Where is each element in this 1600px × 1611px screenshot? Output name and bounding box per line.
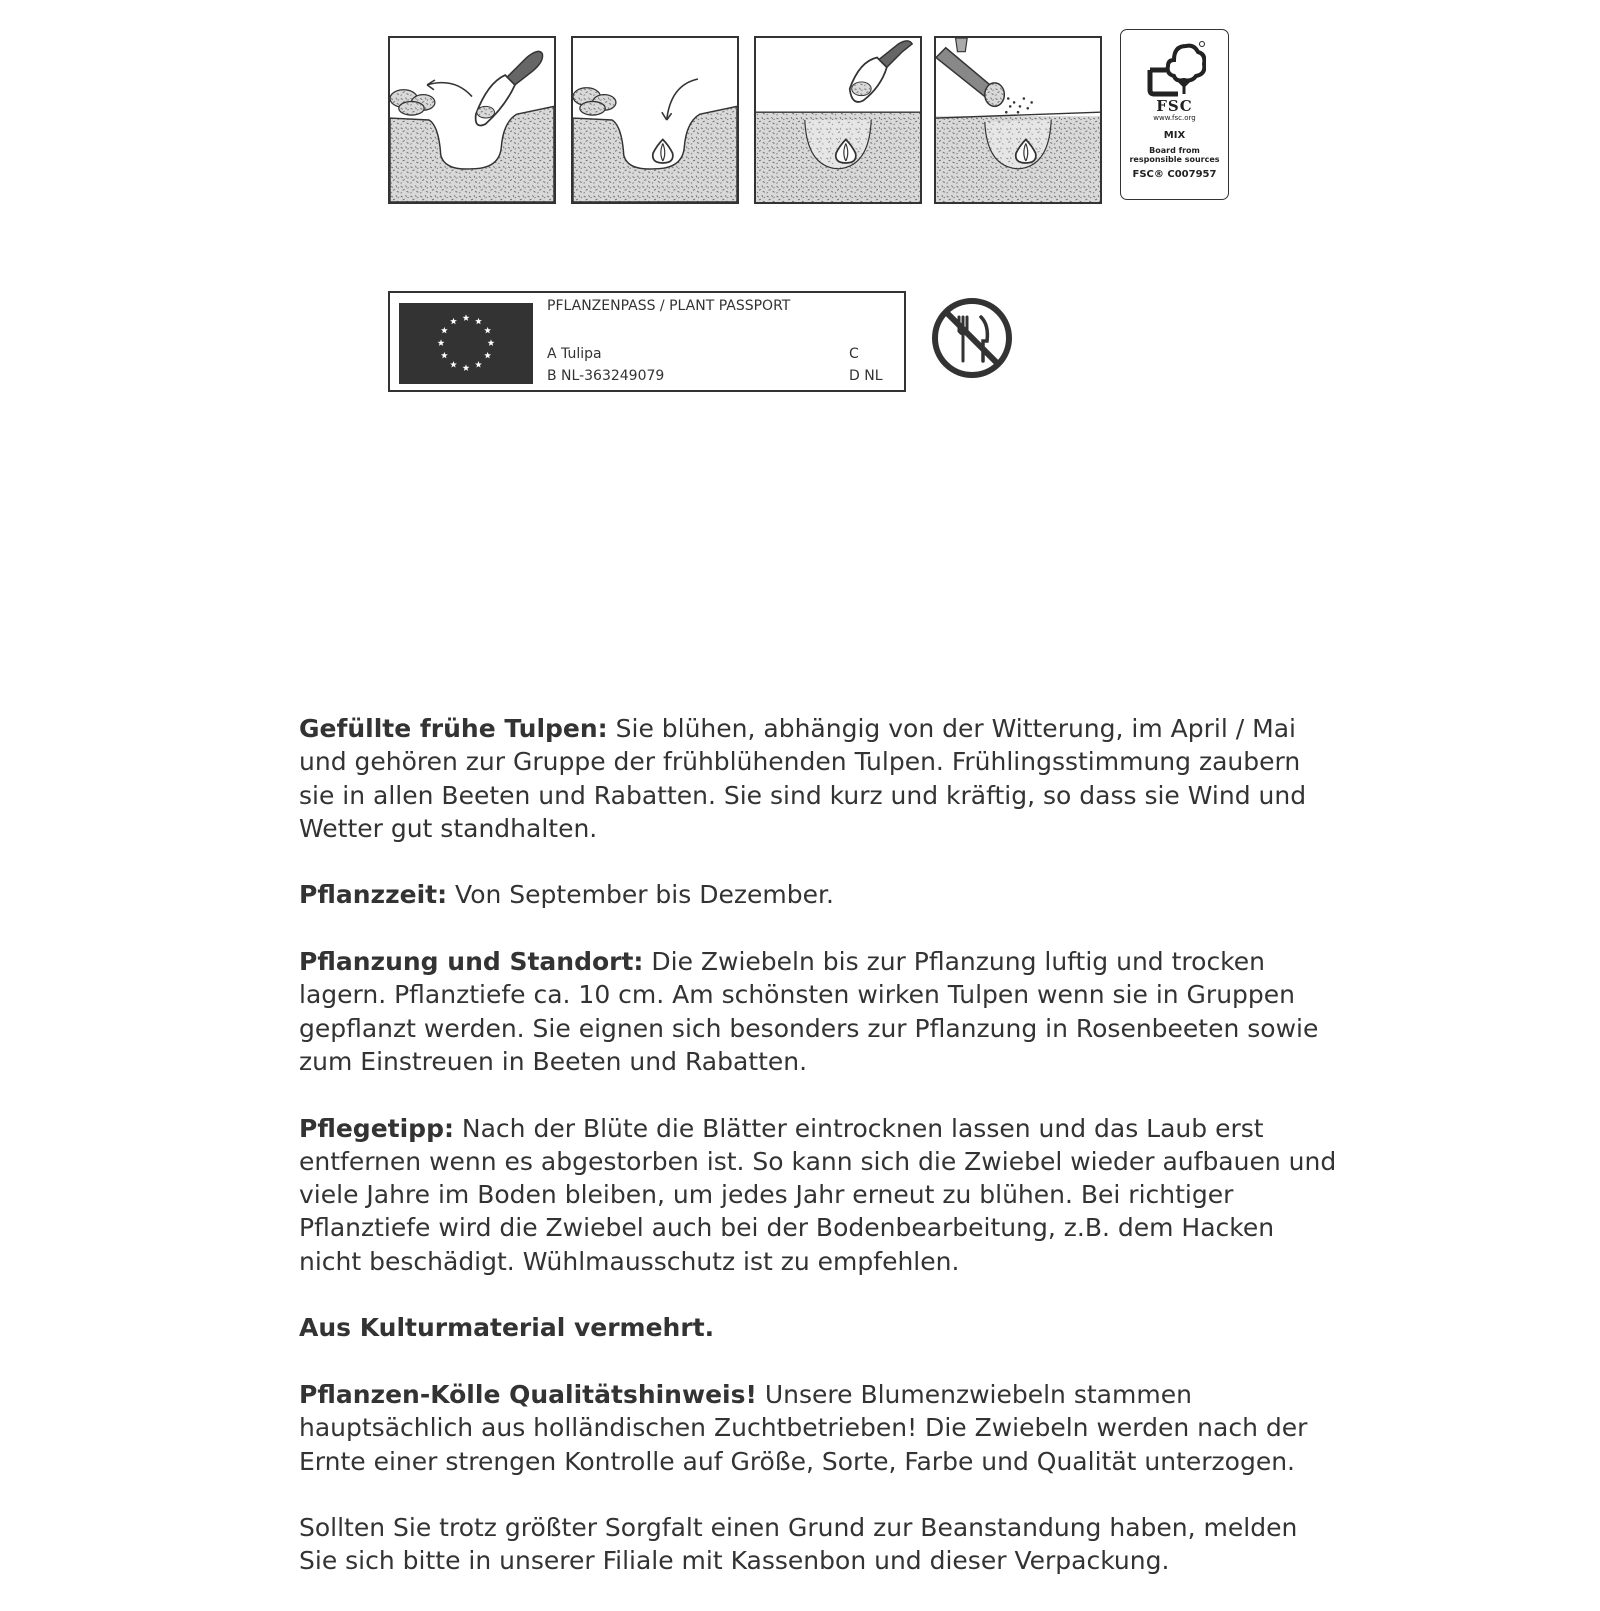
eu-star-icon <box>450 361 457 368</box>
eu-star-icon <box>463 364 470 371</box>
product-description <box>299 712 1339 1611</box>
cover-soil-step-icon <box>756 38 920 202</box>
water-step-icon <box>936 38 1100 202</box>
fsc-tree-logo-icon <box>1144 40 1206 98</box>
planting-step-1 <box>388 36 556 204</box>
paragraph-heading: Gefüllte frühe Tulpen: <box>299 714 608 743</box>
eu-star-icon <box>488 339 495 346</box>
paragraph-text: Unsere Blumenzwiebeln stammen hauptsächlich aus holländischen Zuchtbetrieben! Die Zwiebeln werden nach der Ernte einer strengen Kontrolle auf Größe, Sorte, Farbe und Qualität unterzogen. <box>299 1379 1308 1476</box>
passport-field-a: A Tulipa <box>547 346 602 362</box>
description-paragraph <box>299 878 1339 911</box>
fsc-label <box>1120 29 1229 200</box>
description-paragraph <box>299 1511 1339 1578</box>
eu-star-icon <box>441 327 448 334</box>
description-paragraph <box>299 945 1339 1078</box>
eu-star-icon <box>484 352 491 359</box>
description-paragraph <box>299 1112 1339 1278</box>
eu-star-icon <box>484 327 491 334</box>
paragraph-heading: Pflanzzeit: <box>299 880 448 910</box>
fsc-board-line-2: responsible sources <box>1129 155 1220 164</box>
fsc-mix: MIX <box>1163 130 1186 141</box>
eu-star-icon <box>438 339 445 346</box>
passport-field-b: B NL-363249079 <box>547 368 665 384</box>
eu-star-icon <box>475 361 482 368</box>
fsc-code: FSC® C007957 <box>1132 169 1217 180</box>
planting-step-2 <box>571 36 739 204</box>
fsc-board-line-1: Board from <box>1149 146 1200 155</box>
not-edible-icon <box>929 295 1015 381</box>
plant-passport <box>388 291 906 392</box>
paragraph-text: Nach der Blüte die Blätter eintrocknen lassen und das Laub erst entfernen wenn es abgestorben ist. So kann sich die Zwiebel wieder aufbauen und viele Jahre im Boden bleiben, um jedes Jahr erneut zu blühen. Bei richtiger Pflanztiefe wird die Zwiebel auch bei der Bodenbearbeitung, z.B. dem Hacken nicht beschädigt. Wühlmausschutz ist zu empfehlen. <box>299 1113 1337 1276</box>
eu-star-icon <box>441 352 448 359</box>
planting-step-3 <box>754 36 922 204</box>
passport-field-d: D NL <box>849 368 883 384</box>
description-paragraph <box>299 1311 1339 1344</box>
paragraph-text: Sollten Sie trotz größter Sorgfalt einen Grund zur Beanstandung haben, melden Sie sich bitte in unserer Filiale mit Kassenbon und dieser Verpackung. <box>299 1513 1298 1576</box>
dig-hole-step-icon <box>390 38 554 202</box>
description-paragraph <box>299 1378 1339 1478</box>
fsc-url: www.fsc.org <box>1153 114 1196 122</box>
description-paragraph <box>299 712 1339 845</box>
paragraph-heading: Aus Kulturmaterial vermehrt. <box>299 1313 715 1343</box>
eu-star-icon <box>475 318 482 325</box>
eu-star-icon <box>450 318 457 325</box>
paragraph-heading: Pflanzen-Kölle Qualitätshinweis! <box>299 1379 757 1409</box>
paragraph-text: Sie blühen, abhängig von der Witterung, im April / Mai und gehören zur Gruppe der frühblühenden Tulpen. Frühlingsstimmung zaubern sie in allen Beeten und Rabatten. Sie sind kurz und kräftig, so dass sie Wind und Wetter gut standhalten. <box>299 714 1307 843</box>
planting-step-4 <box>934 36 1102 204</box>
eu-star-icon <box>463 314 470 321</box>
paragraph-heading: Pflegetipp: <box>299 1113 454 1143</box>
place-bulb-step-icon <box>573 38 737 202</box>
passport-field-c: C <box>849 346 859 362</box>
paragraph-text: Von September bis Dezember. <box>447 880 834 910</box>
fsc-name: FSC <box>1156 97 1193 115</box>
passport-title: PFLANZENPASS / PLANT PASSPORT <box>547 298 791 314</box>
paragraph-heading: Pflanzung und Standort: <box>299 947 644 977</box>
paragraph-text: Die Zwiebeln bis zur Pflanzung luftig und trocken lagern. Pflanztiefe ca. 10 cm. Am schönsten wirken Tulpen wenn sie in Gruppen gepflanzt werden. Sie eignen sich besonders zur Pflanzung in Rosenbeeten sowie zum Einstreuen in Beeten und Rabatten. <box>299 947 1319 1076</box>
eu-flag-icon <box>399 303 533 384</box>
